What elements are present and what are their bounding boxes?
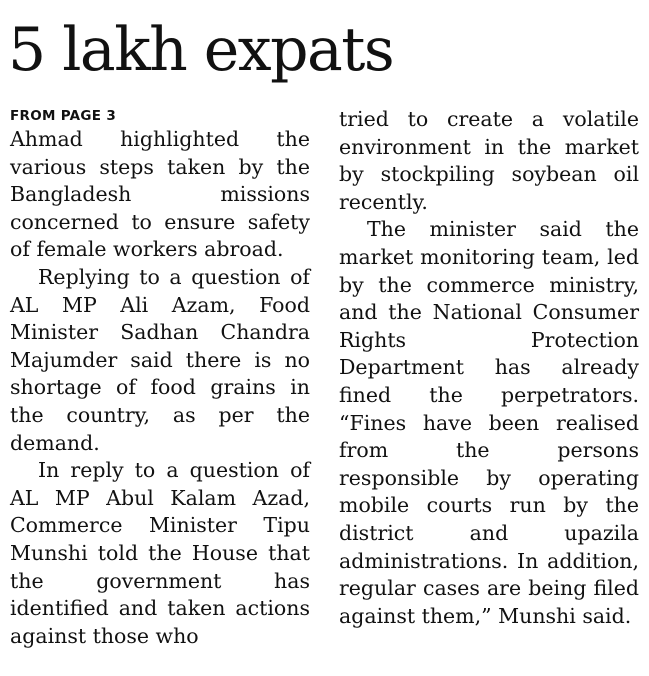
paragraph-1: Ahmad highlighted the various steps taken by the Bangladesh missions concerned to ensure safety of female workers abroad.: [10, 127, 310, 262]
article-column-left: [10, 106, 310, 650]
paragraph-3: In reply to a question of AL MP Abul Kalam Azad, Commerce Minister Tipu Munshi told the House that the government has identified and taken actions against those who: [10, 458, 310, 648]
paragraph-5: The minister said the market monitoring team, led by the commerce ministry, and the National Consumer Rights Protection Department has already fined the perpetrators. “Fines have been realised from the persons responsible by operating mobile courts run by the district and upazila administrations. In addition, regular cases are being filed against them,” Munshi said.: [339, 217, 639, 628]
paragraph-2: Replying to a question of AL MP Ali Azam, Food Minister Sadhan Chandra Majumder said there is no shortage of food grains in the country, as per the demand.: [10, 264, 310, 455]
headline: 5 lakh expats: [8, 15, 394, 85]
kicker-from-page: FROM PAGE 3: [10, 108, 117, 124]
paragraph-4: tried to create a volatile environment in the market by stockpiling soybean oil recently.: [339, 107, 639, 214]
article-column-right: [339, 106, 639, 630]
